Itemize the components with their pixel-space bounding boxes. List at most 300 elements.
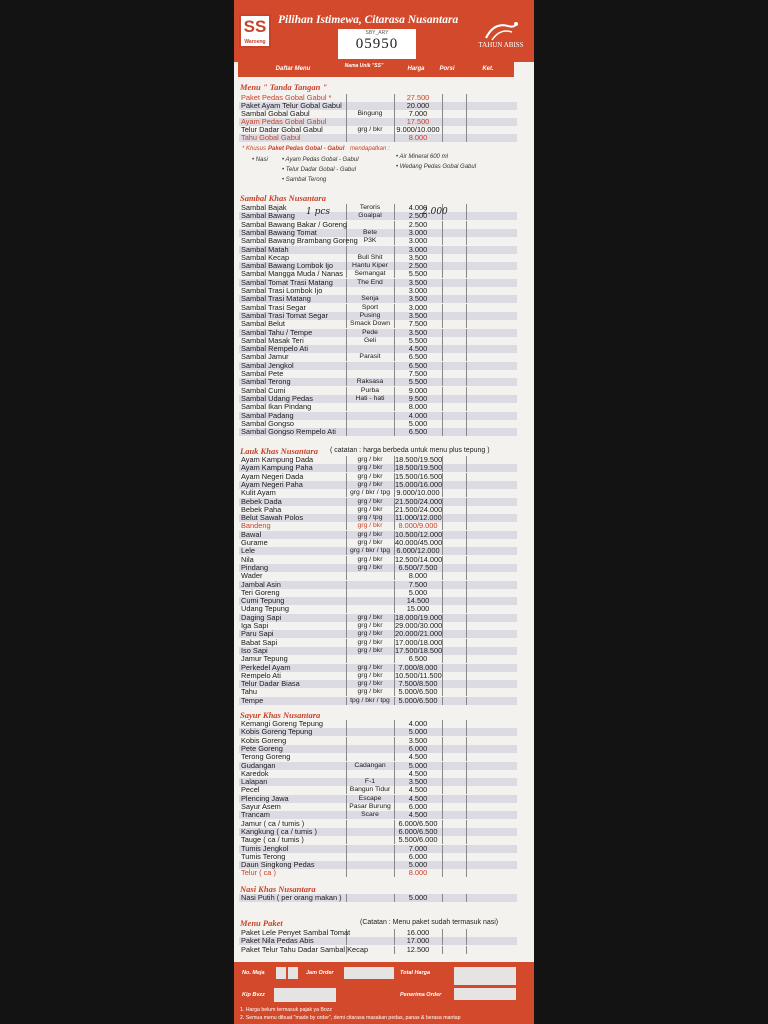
item-name: Jamur ( ca / tumis ) <box>241 818 305 828</box>
grid-line <box>442 270 443 278</box>
grid-line <box>466 556 467 564</box>
grid-line <box>346 420 347 428</box>
item-alias: grg / bkr <box>357 497 383 505</box>
grid-line <box>442 320 443 328</box>
paket-note-bold: Paket Pedas Gobal - Gabul <box>268 146 345 152</box>
item-price: 7.000 <box>408 109 428 118</box>
grid-line <box>442 246 443 254</box>
col-menu: Daftar Menu <box>275 66 311 72</box>
menu-row <box>239 514 517 522</box>
menu-row <box>239 489 517 497</box>
grid-line <box>442 597 443 605</box>
item-price: 5.000 <box>408 418 428 428</box>
grid-line <box>442 589 443 597</box>
item-name: Sambal Trasi Lombok Ijo <box>241 286 323 295</box>
item-name: Iga Sapi <box>241 621 269 630</box>
grid-line <box>346 853 347 861</box>
item-name: Tahu <box>241 687 258 697</box>
grid-line <box>442 728 443 736</box>
grid-line <box>442 946 443 954</box>
menu-row <box>239 531 517 539</box>
item-name: Sambal Cumi <box>241 385 286 395</box>
item-name: Sambal Gongso Rempelo Ati <box>241 427 336 437</box>
menu-row <box>239 836 517 844</box>
grid-line <box>442 221 443 229</box>
item-name: Trancam <box>241 810 270 820</box>
item-name: Belut Sawah Polos <box>241 513 304 523</box>
item-price: 8.000 <box>408 133 428 142</box>
item-price: 11.000/12.000 <box>395 513 442 523</box>
grid-line <box>442 672 443 680</box>
grid-line <box>466 110 467 118</box>
item-price: 4.500 <box>408 810 428 820</box>
item-alias: grg / bkr <box>357 613 383 621</box>
grid-line <box>466 279 467 287</box>
grid-line <box>466 605 467 613</box>
item-price: 3.500 <box>408 277 428 287</box>
item-price: 7.000/8.000 <box>398 662 438 672</box>
item-name: Tahu Gobal Gabul <box>241 133 301 142</box>
item-price: 3.000 <box>408 302 428 312</box>
grid-line <box>466 697 467 705</box>
item-name: Babat Sapi <box>241 637 278 647</box>
item-name: Sambal Bawang <box>241 211 295 221</box>
item-name: Ayam Kampung Paha <box>241 463 313 473</box>
item-alias: grg / bkr <box>357 472 383 480</box>
grid-line <box>346 836 347 844</box>
item-name: Sambal Bajak <box>241 203 287 212</box>
grid-line <box>442 869 443 877</box>
grid-line <box>442 828 443 836</box>
grid-line <box>466 589 467 597</box>
grid-line <box>442 786 443 794</box>
grid-line <box>466 362 467 370</box>
item-alias: grg / bkr <box>357 680 383 688</box>
item-price: 6.500 <box>408 352 428 362</box>
item-price: 5.000 <box>408 860 428 870</box>
item-price: 6.000/6.500 <box>398 826 438 836</box>
item-alias: Pasar Burung <box>349 803 391 810</box>
grid-line <box>466 370 467 378</box>
item-price: 3.000 <box>408 286 428 295</box>
item-name: Sambal Rempelo Ati <box>241 344 308 354</box>
grid-line <box>466 270 467 278</box>
grid-line <box>346 412 347 420</box>
item-price: 6.000 <box>408 743 428 753</box>
menu-row <box>239 655 517 663</box>
grid-line <box>466 828 467 836</box>
grid-line <box>466 753 467 761</box>
item-price: 4.000 <box>408 203 428 212</box>
item-price: 6.500 <box>408 360 428 370</box>
handwritten-price: 2.000 <box>422 207 448 217</box>
grid-line <box>466 489 467 497</box>
item-price: 4.500 <box>408 793 428 803</box>
item-price: 8.000 <box>408 571 428 581</box>
paket-note-suffix: mendapatkan : <box>350 146 390 152</box>
menu-row <box>239 134 517 142</box>
item-name: Ayam Pedas Gobal Gabul <box>241 117 327 126</box>
item-price: 2.500 <box>408 211 428 221</box>
item-price: 14.500 <box>406 596 430 606</box>
item-alias: grg / bkr <box>357 522 383 530</box>
grid-line <box>466 304 467 312</box>
item-name: Sambal Masak Teri <box>241 335 304 345</box>
grid-line <box>466 254 467 262</box>
item-name: Bebek Paha <box>241 504 282 514</box>
item-alias: Hantu Kiper <box>352 262 388 270</box>
grid-line <box>442 387 443 395</box>
grid-line <box>466 720 467 728</box>
grid-line <box>442 745 443 753</box>
paket-note-item: • Sambal Terong <box>282 177 327 183</box>
item-price: 4.000 <box>408 719 428 728</box>
grid-line <box>442 697 443 705</box>
grid-line <box>466 531 467 539</box>
grid-line <box>346 403 347 411</box>
menu-row <box>239 946 517 954</box>
grid-line <box>442 428 443 436</box>
grid-line <box>442 795 443 803</box>
grid-line <box>442 894 443 902</box>
emblem-text: TAHUN ABISS <box>478 41 524 49</box>
grid-line <box>442 498 443 506</box>
grid-line <box>442 262 443 270</box>
item-alias: Pusing <box>359 311 381 319</box>
grid-line <box>346 737 347 745</box>
grid-line <box>442 539 443 547</box>
item-price: 7.500 <box>408 319 428 329</box>
grid-line <box>346 572 347 580</box>
grid-line <box>442 614 443 622</box>
item-price: 4.000 <box>408 410 428 420</box>
grid-line <box>466 820 467 828</box>
item-alias: grg / bkr <box>357 563 383 571</box>
total-label: Total Harga <box>400 970 431 976</box>
item-alias: grg / tpg <box>357 514 383 522</box>
grid-line <box>346 828 347 836</box>
item-price: 29.000/30.000 <box>395 621 443 630</box>
item-alias: Semangat <box>354 270 386 278</box>
item-name: Kobis Goreng Tepung <box>241 727 313 737</box>
grid-line <box>442 630 443 638</box>
time-field[interactable] <box>344 967 394 979</box>
grid-line <box>466 564 467 572</box>
menu-row <box>239 778 517 786</box>
bill-field[interactable] <box>274 988 336 1002</box>
item-price: 17.500 <box>406 117 430 126</box>
grid-line <box>346 753 347 761</box>
item-price: 6.000/6.500 <box>398 818 438 828</box>
menu-row <box>239 581 517 589</box>
item-name: Sambal Udang Pedas <box>241 393 313 403</box>
item-name: Telur ( ca ) <box>241 868 276 878</box>
table-label: No. Meja <box>242 970 265 976</box>
grid-line <box>466 786 467 794</box>
grid-line <box>442 118 443 126</box>
item-name: Bebek Dada <box>241 496 282 506</box>
col-note: Ket. <box>482 66 494 72</box>
menu-row <box>239 639 517 647</box>
col-portion: Porsi <box>439 66 455 72</box>
item-alias: grg / bkr <box>357 688 383 696</box>
chili-icon <box>478 20 524 42</box>
grid-line <box>346 820 347 828</box>
grid-line <box>466 795 467 803</box>
grid-line <box>442 929 443 937</box>
receiver-label: Penerima Order <box>400 992 442 998</box>
grid-line <box>466 845 467 853</box>
item-alias: Bingung <box>357 110 383 117</box>
item-name: Sambal Ikan Pindang <box>241 402 312 412</box>
grid-line <box>442 345 443 353</box>
grid-line <box>466 688 467 696</box>
grid-line <box>466 614 467 622</box>
item-name: Nila <box>241 554 254 564</box>
item-name: Sambal Gongso <box>241 418 294 428</box>
grid-line <box>442 737 443 745</box>
item-name: Udang Tepung <box>241 604 289 614</box>
grid-line <box>442 762 443 770</box>
header-bar <box>234 0 534 62</box>
grid-line <box>466 473 467 481</box>
menu-row <box>239 688 517 696</box>
item-name: Ayam Negeri Paha <box>241 479 303 489</box>
grid-line <box>442 362 443 370</box>
item-price: 5.000/6.500 <box>398 695 438 705</box>
item-alias: The End <box>357 278 383 286</box>
grid-line <box>442 664 443 672</box>
grid-line <box>466 229 467 237</box>
section-title-sambal: Sambal Khas Nusantara <box>240 193 326 203</box>
item-price: 8.000/9.000 <box>398 521 438 531</box>
grid-line <box>466 345 467 353</box>
item-price: 21.500/24.000 <box>395 496 443 506</box>
item-name: Bandeng <box>241 521 271 531</box>
item-name: Jambal Asin <box>241 579 281 589</box>
item-name: Bawal <box>241 529 262 539</box>
grid-line <box>442 581 443 589</box>
item-name: Paket Lele Penyet Sambal Tomat <box>241 928 351 937</box>
item-price: 27.500 <box>406 93 430 102</box>
item-name: Sambal Terong <box>241 377 291 387</box>
section-title-nasi: Nasi Khas Nusantara <box>240 884 316 894</box>
item-name: Terong Goreng <box>241 752 291 762</box>
total-field[interactable] <box>454 967 516 985</box>
grid-line <box>466 680 467 688</box>
grid-line <box>466 869 467 877</box>
order-number-box <box>338 29 416 59</box>
grid-line <box>442 110 443 118</box>
order-footer <box>234 962 534 1024</box>
item-name: Paru Sapi <box>241 629 274 639</box>
item-name: Iso Sapi <box>241 645 268 655</box>
receiver-field[interactable] <box>454 988 516 1000</box>
grid-line <box>346 589 347 597</box>
menu-row <box>239 680 517 688</box>
item-alias: grg / bkr <box>357 480 383 488</box>
grid-line <box>442 639 443 647</box>
item-price: 2.500 <box>408 219 428 229</box>
item-price: 3.000 <box>408 244 428 254</box>
grid-line <box>442 312 443 320</box>
grid-line <box>442 770 443 778</box>
menu-row <box>239 320 517 328</box>
grid-line <box>442 102 443 110</box>
item-price: 7.500/8.500 <box>398 679 438 689</box>
grid-line <box>466 745 467 753</box>
grid-line <box>346 745 347 753</box>
grid-line <box>442 304 443 312</box>
footer-note-1: 1. Harga belum termasuk pajak ya Bozz <box>240 1007 332 1013</box>
grid-line <box>442 811 443 819</box>
item-price: 16.000 <box>406 928 430 937</box>
item-price: 3.500 <box>408 294 428 304</box>
grid-line <box>442 237 443 245</box>
item-price: 18.500/19.500 <box>395 455 443 464</box>
menu-row <box>239 481 517 489</box>
grid-line <box>466 94 467 102</box>
item-alias: P3K <box>363 237 377 245</box>
grid-line <box>442 395 443 403</box>
item-price: 3.500 <box>408 327 428 337</box>
item-alias: Smack Down <box>349 320 391 328</box>
item-price: 4.500 <box>408 768 428 778</box>
grid-line <box>466 937 467 945</box>
grid-line <box>442 647 443 655</box>
grid-line <box>346 246 347 254</box>
grid-line <box>442 412 443 420</box>
grid-line <box>442 329 443 337</box>
item-name: Cumi Tepung <box>241 596 285 606</box>
grid-line <box>442 506 443 514</box>
item-price: 8.000 <box>408 868 428 878</box>
menu-row <box>239 403 517 411</box>
grid-line <box>466 506 467 514</box>
grid-line <box>346 770 347 778</box>
item-alias: Goalpal <box>358 212 382 220</box>
item-price: 5.000/6.500 <box>398 687 438 697</box>
item-name: Gudangan <box>241 760 276 770</box>
item-price: 9.000 <box>408 385 428 395</box>
grid-line <box>442 287 443 295</box>
grid-line <box>466 204 467 212</box>
grid-line <box>466 387 467 395</box>
grid-line <box>466 581 467 589</box>
item-alias: grg / bkr <box>357 555 383 563</box>
grid-line <box>466 630 467 638</box>
grid-line <box>442 489 443 497</box>
grid-line <box>466 655 467 663</box>
item-name: Sambal Jamur <box>241 352 289 362</box>
item-alias: Purba <box>360 386 380 394</box>
grid-line <box>466 929 467 937</box>
item-name: Tempe <box>241 695 264 705</box>
grid-line <box>442 547 443 555</box>
item-price: 10.500/11.500 <box>395 670 442 680</box>
item-name: Daging Sapi <box>241 612 282 622</box>
section-title-sayur: Sayur Khas Nusantara <box>240 710 321 720</box>
item-price: 17.000/18.000 <box>395 637 443 647</box>
paket-note <box>242 146 522 190</box>
grid-line <box>346 118 347 126</box>
grid-line <box>466 861 467 869</box>
table-number-field-1[interactable] <box>276 967 286 979</box>
grid-line <box>466 126 467 134</box>
menu-row <box>239 803 517 811</box>
order-code: SBY_ARY <box>365 30 389 36</box>
item-name: Teri Goreng <box>241 587 280 597</box>
grid-line <box>466 647 467 655</box>
item-name: Sambal Kecap <box>241 252 290 262</box>
menu-row <box>239 762 517 770</box>
grid-line <box>466 287 467 295</box>
item-name: Karedok <box>241 768 269 778</box>
grid-line <box>442 456 443 464</box>
grid-line <box>466 639 467 647</box>
grid-line <box>346 728 347 736</box>
grid-line <box>442 279 443 287</box>
table-number-field-2[interactable] <box>288 967 298 979</box>
item-name: Sambal Gobal Gabul <box>241 109 310 118</box>
item-name: Sambal Mangga Muda / Nanas <box>241 269 343 279</box>
grid-line <box>346 845 347 853</box>
brand-logo: SS Waroeng <box>239 14 271 48</box>
grid-line <box>466 212 467 220</box>
grid-line <box>442 353 443 361</box>
grid-line <box>466 320 467 328</box>
grid-line <box>442 420 443 428</box>
menu-sheet <box>234 0 534 1024</box>
item-price: 17.000 <box>406 936 430 946</box>
grid-line <box>466 312 467 320</box>
grid-line <box>442 861 443 869</box>
item-name: Sambal Jengkol <box>241 360 294 370</box>
item-alias: Sport <box>361 303 379 311</box>
grid-line <box>466 514 467 522</box>
grid-line <box>442 845 443 853</box>
item-price: 15.000/16.000 <box>395 479 443 489</box>
grid-line <box>346 581 347 589</box>
item-name: Tauge ( ca / tumis ) <box>241 835 304 845</box>
bill-label: Kip Bvzz <box>242 992 265 998</box>
item-alias: Pede <box>362 328 378 336</box>
item-name: Kemangi Goreng Tepung <box>241 719 324 728</box>
section-title-tanda-tangan: Menu " Tanda Tangan " <box>240 82 328 92</box>
grid-line <box>442 803 443 811</box>
grid-line <box>346 597 347 605</box>
item-name: Kobis Goreng <box>241 735 287 745</box>
grid-line <box>442 473 443 481</box>
item-alias: grg / bkr <box>357 622 383 629</box>
menu-row <box>239 522 517 530</box>
item-price: 20.000/21.000 <box>395 629 443 639</box>
item-alias: Geli <box>363 336 377 344</box>
item-price: 10.500/12.000 <box>395 529 443 539</box>
grid-line <box>442 481 443 489</box>
menu-row <box>239 770 517 778</box>
grid-line <box>466 134 467 142</box>
handwritten-mark: 1 pcs <box>306 207 331 217</box>
item-name: Kangkung ( ca / tumis ) <box>241 826 317 836</box>
grid-line <box>466 118 467 126</box>
grid-line <box>466 481 467 489</box>
menu-row <box>239 861 517 869</box>
item-price: 8.000 <box>408 402 428 412</box>
grid-line <box>346 720 347 728</box>
grid-line <box>466 353 467 361</box>
item-alias: Scare <box>361 811 379 819</box>
